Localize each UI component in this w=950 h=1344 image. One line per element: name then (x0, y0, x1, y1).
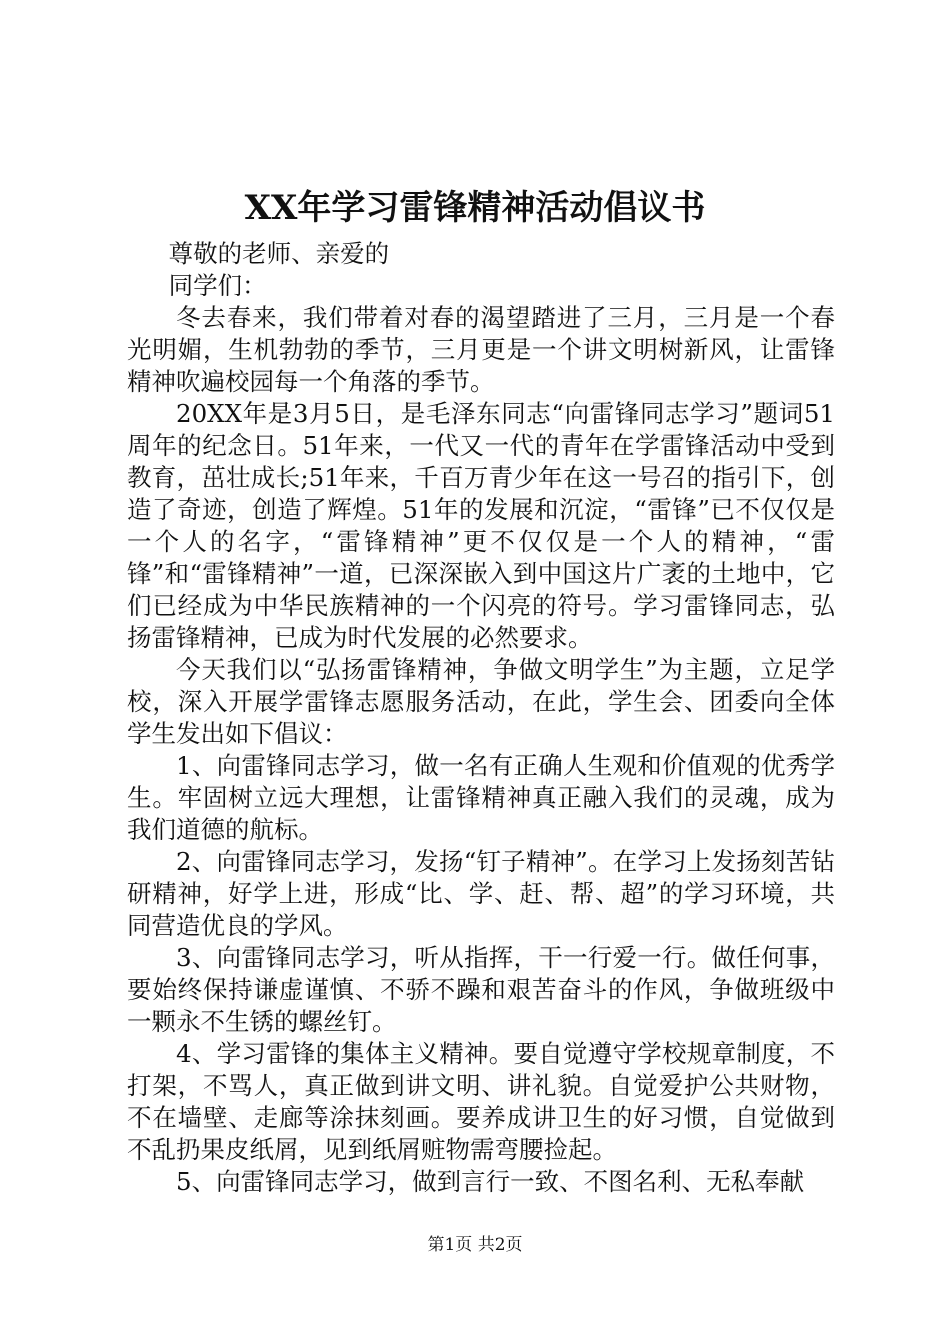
paragraph: 2、向雷锋同志学习，发扬“钉子精神”。在学习上发扬刻苦钻研精神，好学上进，形成“比、学、赶、帮、超”的学习环境，共同营造优良的学风。 (127, 847, 835, 940)
paragraph: 5、向雷锋同志学习，做到言行一致、不图名利、无私奉献 (176, 1167, 805, 1196)
paragraph: 20XX年是3月5日，是毛泽东同志“向雷锋同志学习”题词51周年的纪念日。51年来，一代又一代的青年在学雷锋活动中受到教育，茁壮成长;51年来，千百万青少年在这一号召的指引下，创造了奇迹，创造了辉煌。51年的发展和沉淀，“雷锋”已不仅仅是一个人的名字，“雷锋精神”更不仅仅是一个人的精神，“雷锋”和“雷锋精神”一道，已深深嵌入到中国这片广袤的土地中，它们已经成为中华民族精神的一个闪亮的符号。学习雷锋同志，弘扬雷锋精神，已成为时代发展的必然要求。 (127, 399, 835, 652)
salutation-line-2: 同学们： (168, 271, 267, 300)
paragraph: 1、向雷锋同志学习，做一名有正确人生观和价值观的优秀学生。牢固树立远大理想，让雷锋精神真正融入我们的灵魂，成为我们道德的航标。 (127, 751, 835, 844)
paragraph: 冬去春来，我们带着对春的渴望踏进了三月，三月是一个春光明媚，生机勃勃的季节，三月更是一个讲文明树新风，让雷锋精神吹遍校园每一个角落的季节。 (127, 303, 835, 396)
page-footer: 第1页 共2页 (427, 1235, 523, 1255)
salutation-line-1: 尊敬的老师、亲爱的 (168, 239, 390, 268)
document-body (127, 238, 835, 1198)
paragraph: 3、向雷锋同志学习，听从指挥，干一行爱一行。做任何事，要始终保持谦虚谨慎、不骄不躁和艰苦奋斗的作风，争做班级中一颗永不生锈的螺丝钉。 (127, 943, 835, 1036)
document-title: XX年学习雷锋精神活动倡议书 (244, 188, 706, 228)
paragraph: 今天我们以“弘扬雷锋精神，争做文明学生”为主题，立足学校，深入开展学雷锋志愿服务活动，在此，学生会、团委向全体学生发出如下倡议： (127, 655, 835, 748)
paragraph: 4、学习雷锋的集体主义精神。要自觉遵守学校规章制度，不打架，不骂人，真正做到讲文明、讲礼貌。自觉爱护公共财物，不在墙壁、走廊等涂抹刻画。要养成讲卫生的好习惯，自觉做到不乱扔果皮纸屑，见到纸屑赃物需弯腰捡起。 (127, 1039, 835, 1164)
